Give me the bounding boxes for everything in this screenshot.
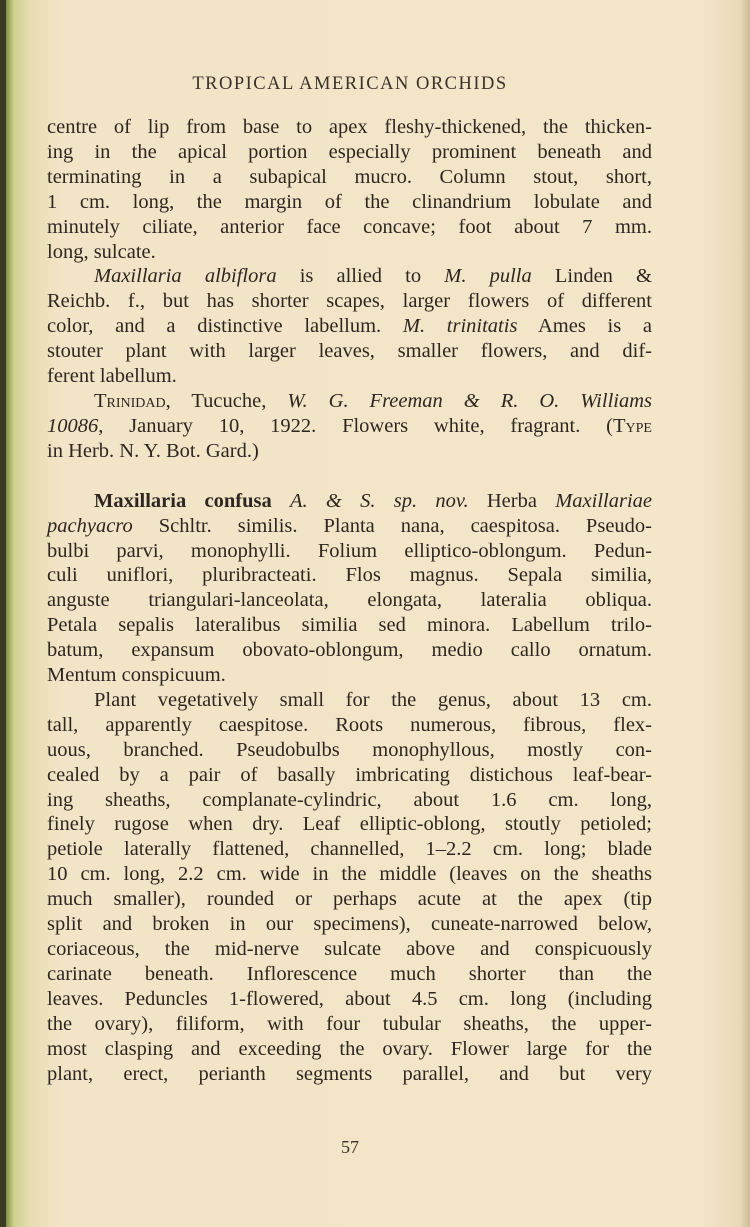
text-line: minutely ciliate, anterior face concave; foot about 7 mm. — [47, 215, 652, 238]
body-text — [47, 115, 652, 1086]
spine-shadow — [6, 0, 14, 1227]
text-run: is allied to — [276, 265, 445, 288]
text-run: Linden & — [531, 265, 653, 288]
text-line: coriaceous, the mid-nerve sulcate above and conspicuously — [47, 938, 652, 960]
text-line: bulbi parvi, monophylli. Folium elliptico-oblongum. Pedun- — [47, 539, 652, 562]
text-line: the ovary), filiform, with four tubular sheaths, the upper- — [47, 1012, 652, 1035]
running-head: TROPICAL AMERICAN ORCHIDS — [192, 74, 508, 94]
text-line: Petala sepalis lateralibus similia sed minora. Labellum trilo- — [47, 614, 652, 637]
text-line: ferent labellum. — [47, 365, 177, 388]
text-line: carinate beneath. Inflorescence much shorter than the — [47, 962, 652, 985]
species-name: Maxillariae — [555, 489, 652, 512]
text-line: stouter plant with larger leaves, smaller flowers, and dif- — [47, 340, 652, 363]
text-line: Plant vegetatively small for the genus, about 13 cm. — [94, 688, 652, 711]
collectors: W. G. Freeman & R. O. Williams — [287, 389, 652, 412]
text-line: 10 cm. long, 2.2 cm. wide in the middle (leaves on the sheaths — [47, 863, 652, 886]
text-line: terminating in a subapical mucro. Column stout, short, — [47, 165, 652, 188]
text-run: Ames is a — [517, 315, 652, 338]
type-label: Type — [613, 414, 652, 437]
text-run: , January 10, 1922. Flowers white, fragrant. ( — [98, 414, 614, 437]
species-name: Maxillaria albiflora — [94, 265, 277, 288]
text-line — [47, 389, 652, 414]
text-line: plant, erect, perianth segments parallel, and but very — [47, 1062, 652, 1085]
text-line: leaves. Peduncles 1-flowered, about 4.5 cm. long (including — [47, 987, 652, 1010]
species-name: M. trinitatis — [402, 315, 518, 338]
text-line — [47, 414, 652, 439]
species-name: M. pulla — [444, 265, 532, 288]
text-line: batum, expansum obovato-oblongum, medio callo ornatum. — [47, 639, 652, 662]
text-run: Schltr. similis. Planta nana, caespitosa. Pseudo- — [132, 514, 652, 537]
text-line: petiole laterally flattened, channelled, 1–2.2 cm. long; blade — [47, 838, 652, 861]
collection-number: 10086 — [47, 414, 99, 437]
text-line: cealed by a pair of basally imbricating distichous leaf-bear- — [47, 763, 652, 786]
text-line: tall, apparently caespitose. Roots numerous, fibrous, flex- — [47, 713, 652, 736]
text-run — [272, 490, 290, 512]
text-line: Reichb. f., but has shorter scapes, larger flowers of different — [47, 290, 652, 313]
text-line — [47, 314, 652, 339]
text-line: most clasping and exceeding the ovary. Flower large for the — [47, 1037, 652, 1060]
species-name: pachyacro — [47, 514, 133, 537]
text-line: much smaller), rounded or perhaps acute at the apex (tip — [47, 888, 652, 911]
text-line: uous, branched. Pseudobulbs monophyllous, mostly con- — [47, 738, 652, 761]
text-line: long, sulcate. — [47, 240, 156, 263]
page-number: 57 — [341, 1137, 359, 1157]
text-line: anguste triangulari-lanceolata, elongata, lateralia obliqua. — [47, 589, 652, 612]
text-line: split and broken in our specimens), cuneate-narrowed below, — [47, 913, 652, 936]
text-line: centre of lip from base to apex fleshy-thickened, the thicken- — [47, 116, 652, 138]
text-line: in Herb. N. Y. Bot. Gard.) — [47, 439, 259, 462]
text-line — [47, 264, 652, 289]
species-heading: Maxillaria confusa — [94, 489, 272, 512]
section-gap — [47, 464, 652, 489]
text-line: ing in the apical portion especially prominent beneath and — [47, 140, 652, 163]
text-run: , Tucuche, — [165, 389, 288, 412]
locality: Trinidad — [94, 389, 166, 412]
text-run: Herba — [468, 489, 556, 512]
text-line — [47, 514, 652, 539]
text-line: 1 cm. long, the margin of the clinandrium lobulate and — [47, 190, 652, 213]
text-line: Mentum conspicuum. — [47, 664, 226, 687]
text-line: ing sheaths, complanate-cylindric, about 1.6 cm. long, — [47, 788, 652, 811]
authority: A. & S. sp. nov. — [289, 489, 469, 512]
text-line: finely rugose when dry. Leaf elliptic-oblong, stoutly petioled; — [47, 813, 652, 836]
text-run: color, and a distinctive labellum. — [47, 315, 403, 338]
text-line: culi uniflori, pluribracteati. Flos magnus. Sepala similia, — [47, 564, 652, 587]
text-line — [47, 489, 652, 514]
